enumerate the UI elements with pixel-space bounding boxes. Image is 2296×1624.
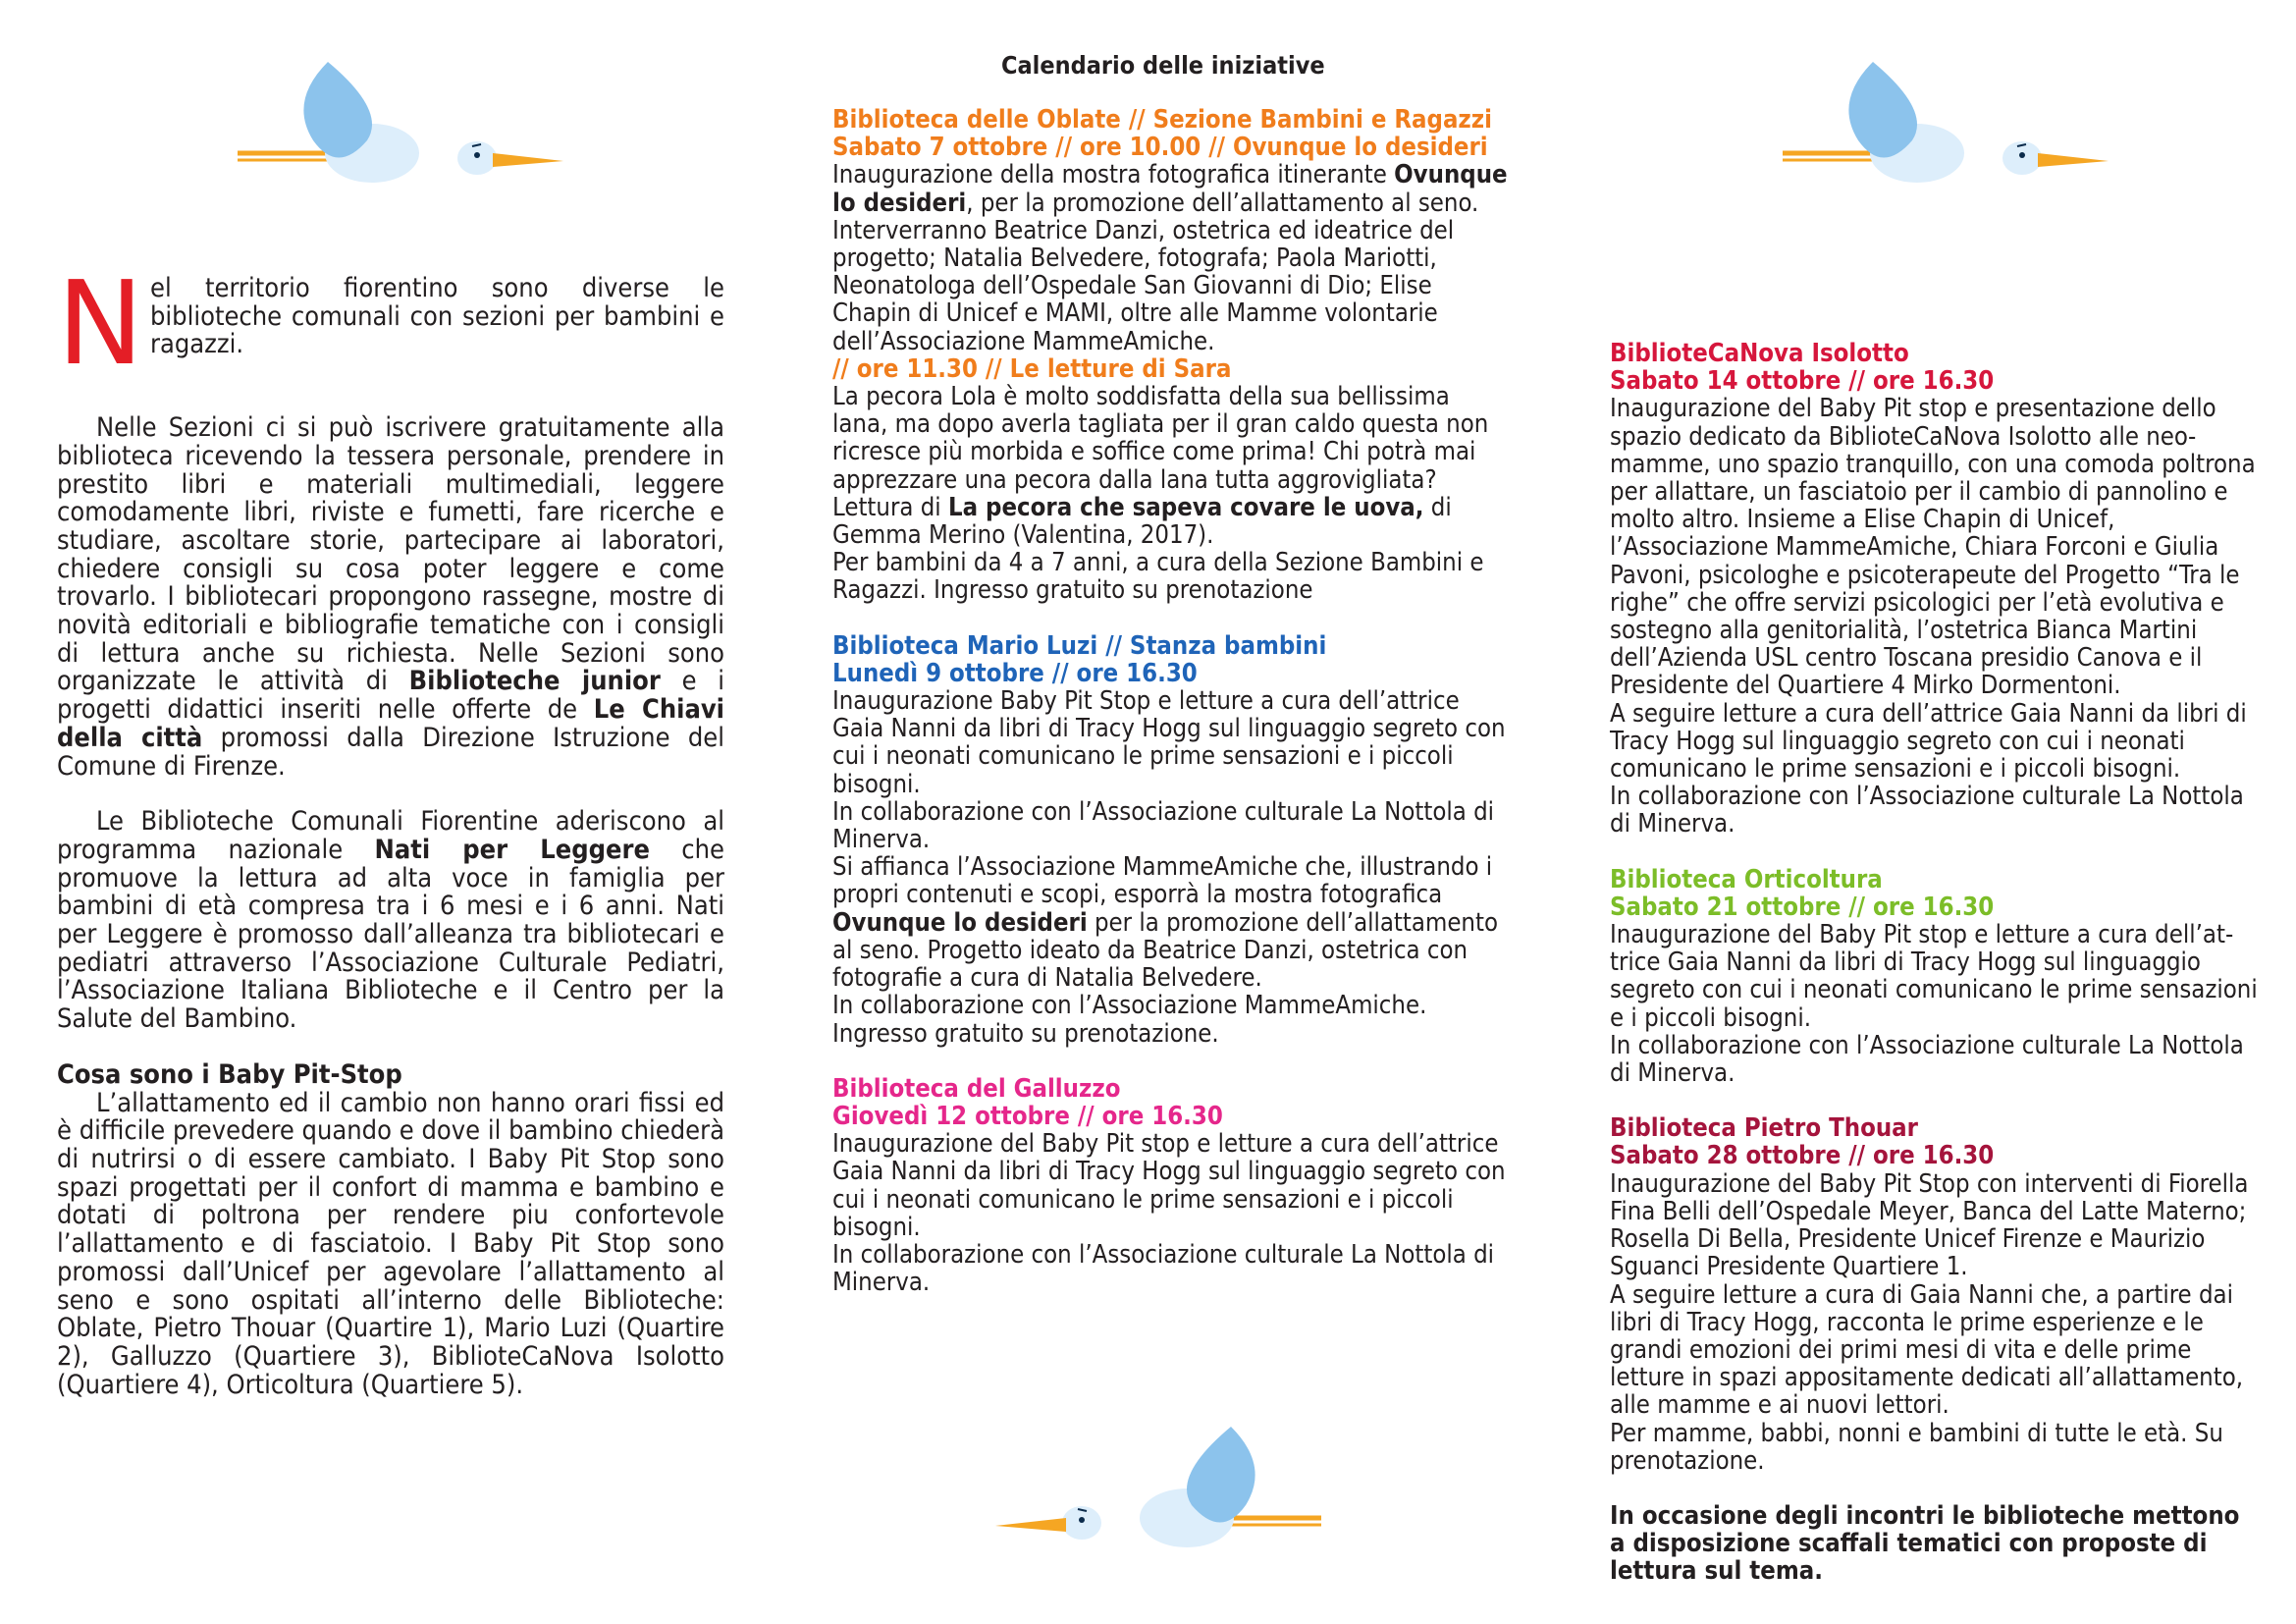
event-title-thouar: Biblioteca Pietro Thouar xyxy=(1610,1113,1918,1144)
event-text: In collaborazione con l’Associazione MammeAmiche. Ingresso gratuito su prenotazione. xyxy=(832,991,1427,1049)
event-text: Per bambini da 4 a 7 anni, a cura della Sezione Bambini e Ragazzi. Ingresso gratuito su prenotazione xyxy=(832,548,1484,606)
sections-paragraph xyxy=(57,414,724,781)
event-date-isolotto: Sabato 14 ottobre // ore 16.30 xyxy=(1610,366,1995,397)
npl-paragraph xyxy=(57,808,724,1034)
event-text xyxy=(832,853,1510,992)
event-title-isolotto: BiblioteCaNova Isolotto xyxy=(1610,339,1909,368)
event-title-galluzzo: Biblioteca del Galluzzo xyxy=(832,1073,1121,1104)
event-date-oblate: Sabato 7 ottobre // ore 10.00 // Ovunque lo desideri xyxy=(832,133,1488,163)
pitstop-paragraph: L’allattamento ed il cambio non hanno orari fissi ed è difficile prevedere quando e dove il bambino chiederà di nutrirsi o di essere cambiato. I Baby Pit Stop sono spazi progettati per il confort di mamma e bambino e dotati di poltrona per rendere piu confortevole l’allattamento e di fasciatoio. I Baby Pit Stop sono promossi dall’Unicef per agevolare l’allattamento al seno e sono ospitati all’interno delle Biblioteche: Oblate, Pietro Thouar (Quartire 1), Mario Luzi (Quartire 2), Galluzzo (Quartiere 3), BiblioteCaNova Isolotto (Quartiere 4), Orticoltura (Quartiere 5). xyxy=(57,1087,724,1400)
closing-note: In occasione degli incontri le biblioteche mettono a disposizione scaffali tematici con proposte di lettura sul tema. xyxy=(1610,1500,2240,1587)
stork-icon xyxy=(1775,57,2118,194)
text: Le Biblioteche Comunali Fiorentine aderiscono al programma nazionale xyxy=(57,806,724,865)
exhibit-title: Ovunque lo desideri xyxy=(832,907,1088,938)
text: promossi dalla Direzione Istruzione del Comune di Firenze. xyxy=(57,722,724,782)
text: Si affianca l’Associazione MammeAmiche che, illustrando i propri contenuti e scopi, esporrà la mostra fotografica xyxy=(832,852,1493,910)
book-title: La pecora che sapeva covare le uova, xyxy=(947,492,1424,522)
event-text: Per mamme, babbi, nonni e bambini di tutte le età. Su prenotazione. xyxy=(1610,1418,2223,1476)
event-date-thouar: Sabato 28 ottobre // ore 16.30 xyxy=(1610,1141,1995,1171)
event-date-luzi: Lunedì 9 ottobre // ore 16.30 xyxy=(832,658,1198,688)
text: di Gemma Merino (Valentina, 2017). xyxy=(832,492,1452,551)
event-date-oblate-2: // ore 11.30 // Le letture di Sara xyxy=(832,353,1232,384)
chiavi-citta-text: Le Chiavi della città xyxy=(57,694,724,753)
nati-per-leggere-text: Nati per Leggere xyxy=(374,834,650,865)
event-date-orticoltura: Sabato 21 ottobre // ore 16.30 xyxy=(1610,892,1995,922)
event-text: A seguire letture a cura dell’attrice Gaia Nanni da libri di Tracy Hogg sul linguaggio segreto con cui i neonati comunicano le prime sensazioni e i piccoli bisogni. xyxy=(1610,698,2247,785)
event-date-galluzzo: Giovedì 12 ottobre // ore 16.30 xyxy=(832,1101,1223,1131)
calendar-column-middle xyxy=(832,106,1510,1296)
event-text: Inaugurazione Baby Pit Stop e letture a cura dell’attrice Gaia Nanni da libri di Tracy Hogg sul linguaggio segreto con cui i neonati comunicano le prime sensazioni e i piccoli bisogni. xyxy=(832,686,1506,799)
text: , per la promozione dell’allattamento al seno. xyxy=(966,188,1479,218)
event-text: Inaugurazione del Baby Pit stop e presentazione dello spazio dedicato da BiblioteCaNova Isolotto alle neomamme, uno spazio tranquillo, con una comoda poltrona per allattare, un fasciatoio per il cambio di pannolino e molto altro. Insieme a Elise Chapin di Unicef, l’Associazione MammeAmiche, Chiara Forconi e Giulia Pavoni, psicologhe e psicoterapeute del Progetto “Tra le righe” che offre servizi psicologici per l’età evolutiva e sostegno alla genitorialità, l’ostetrica Bianca Martini dell’Azienda USL centro Toscana presidio Canova e il Presidente del Quartiere 4 Mirko Dormentoni. xyxy=(1610,394,2256,701)
text: Nelle Sezioni ci si può iscrivere gratuitamente alla biblioteca ricevendo la tessera personale, prendere in prestito libri e materiali multimediali, leggere comodamente libri, riviste e fumetti, fare ricerche e studiare, ascoltare storie, partecipare ai laboratori, chiedere consigli su cosa poter leggere e come trovarlo. I bibliotecari propongono rassegne, mostre di novità editoriali e bibliografie tematiche con i consigli di lettura anche su richiesta. Nelle Sezioni sono organizzate le attività di xyxy=(57,412,724,697)
event-text: Inaugurazione del Baby Pit stop e letture a cura dell’attrice Gaia Nanni da libri di Tracy Hogg sul linguaggio segreto con cui i neonati comunicano le prime sensazioni e i piccoli bisogni. xyxy=(832,1129,1506,1242)
intro-paragraph xyxy=(57,255,724,391)
event-text: A seguire letture a cura di Gaia Nanni che, a partire dai libri di Tracy Hogg, racconta le prime esperienze e le grandi emozioni dei primi mesi di vita e delle prime letture in spazi appositamente dedicati all’allattamento, alle mamme e ai nuovi lettori. xyxy=(1610,1279,2244,1421)
event-title-luzi: Biblioteca Mario Luzi // Stanza bambini xyxy=(832,630,1327,661)
event-text: In collaborazione con l’Associazione culturale La Nottola di Minerva. xyxy=(832,796,1495,855)
biblioteche-junior-text: Biblioteche junior xyxy=(408,666,661,697)
text: e i progetti didattici inseriti nelle offerte de xyxy=(57,666,724,726)
event-text xyxy=(832,161,1510,216)
text: La pecora Lola è molto soddisfatta della sua bellissima lana, ma dopo averla tagliata per il gran caldo questa non ricresce più morbida e soffice come prima! Chi potrà mai apprezzare una pecora dalla lana tutta aggrovigliata? Lettura di xyxy=(832,382,1489,522)
event-text: In collaborazione con l’Associazione culturale La Nottola di Minerva. xyxy=(832,1239,1495,1298)
event-title-orticoltura: Biblioteca Orticoltura xyxy=(1610,864,1883,894)
text: che promuove la lettura ad alta voce in famiglia per bambini di età compresa tra i 6 mesi e i 6 anni. Nati per Leggere è promosso dall’alleanza tra bibliotecari e pediatri attraverso l’Associazione Culturale Pediatri, l’Associazione Italiana Biblioteche e il Centro per la Salute del Bambino. xyxy=(57,834,724,1035)
event-text: In collaborazione con l’Associazione culturale La Nottola di Minerva. xyxy=(1610,1030,2244,1089)
page-title: Calendario delle iniziative xyxy=(1001,51,1325,80)
text: Inaugurazione della mostra fotografica itinerante xyxy=(832,160,1395,190)
intro-column xyxy=(57,255,724,1400)
exhibit-title: Ovunque lo desideri xyxy=(832,160,1508,218)
calendar-column-right xyxy=(1610,340,2258,1586)
event-text: Interverranno Beatrice Danzi, ostetrica ed ideatrice del progetto; Natalia Belvedere, fotografa; Paola Mariotti, Neonatologa dell’Ospedale San Giovanni di Dio; Elise Chapin di Unicef e MAMI, oltre alle Mamme volontarie dell’Associazione MammeAmiche. xyxy=(832,215,1455,356)
dropcap-letter: N xyxy=(57,255,144,391)
intro-text: el territorio fiorentino sono diverse le biblioteche comunali con sezioni per bambini e ragazzi. xyxy=(150,273,724,360)
event-text: In collaborazione con l’Associazione culturale La Nottola di Minerva. xyxy=(1610,782,2244,839)
text: per la promozione dell’allattamento al seno. Progetto ideato da Beatrice Danzi, ostetrica con fotografie a cura di Natalia Belvedere. xyxy=(832,907,1499,994)
stork-icon xyxy=(230,57,573,194)
section-heading: Cosa sono i Baby Pit-Stop xyxy=(57,1058,402,1090)
stork-icon xyxy=(986,1422,1329,1559)
event-text xyxy=(832,383,1510,549)
event-text: Inaugurazione del Baby Pit Stop con interventi di Fiorella Fina Belli dell’Ospedale Meyer, Banca del Latte Materno; Rosella Di Bella, Presidente Unicef Firenze e Maurizio Sguanci Presidente Quartiere 1. xyxy=(1610,1168,2249,1282)
event-text: Inaugurazione del Baby Pit stop e letture a cura dell’attrice Gaia Nanni da libri di Tracy Hogg sul linguaggio segreto con cui i neonati comunicano le prime sensazioni e i piccoli bisogni. xyxy=(1610,920,2258,1033)
event-title-oblate: Biblioteca delle Oblate // Sezione Bambini e Ragazzi xyxy=(832,105,1492,135)
